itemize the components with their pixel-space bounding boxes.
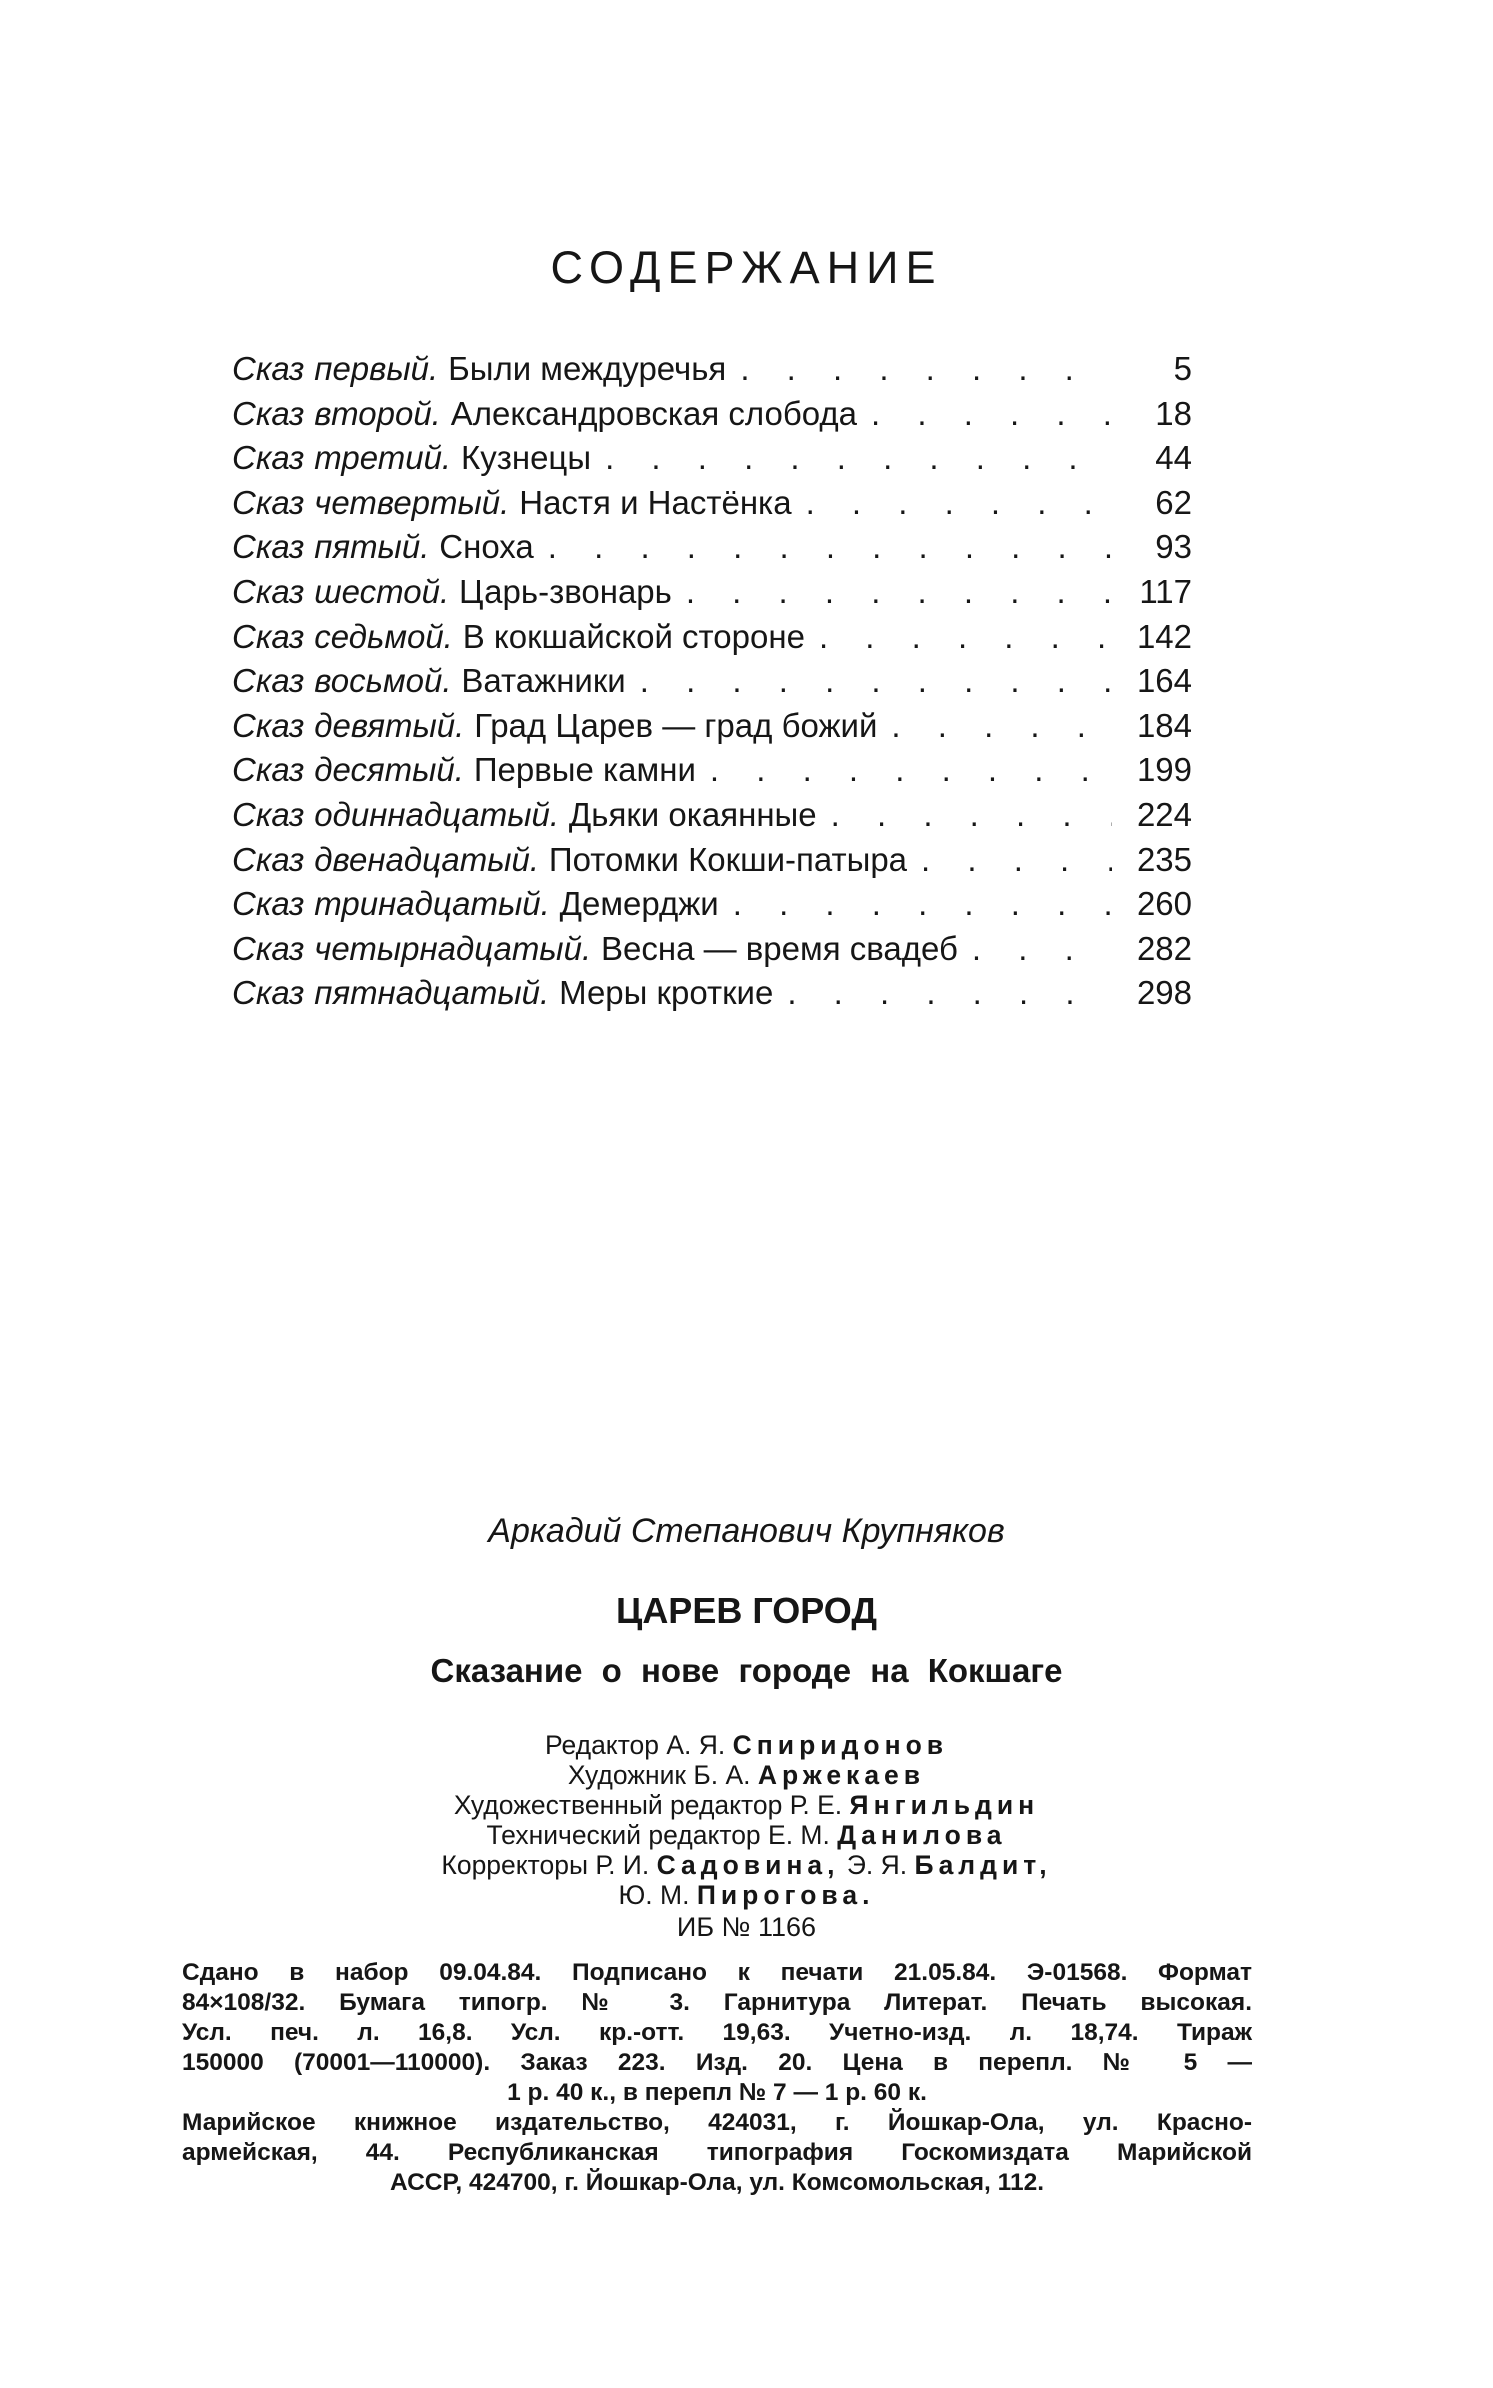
toc-ordinal: тринадцатый. bbox=[314, 885, 550, 923]
toc-leader bbox=[548, 528, 1112, 566]
credit-proofreaders-cont bbox=[0, 1880, 1493, 1910]
imprint-line: Усл. печ. л. 16,8. Усл. кр.-отт. 19,63. Учетно-изд. л. 18,74. Тираж bbox=[182, 2019, 1252, 2046]
toc-page: 62 bbox=[1155, 483, 1192, 521]
book-subtitle: Сказание о нове городе на Кокшаге bbox=[430, 1652, 1063, 1689]
toc-title: Весна — время свадеб bbox=[601, 929, 958, 967]
author-name: Аркадий Степанович Крупняков bbox=[488, 1512, 1005, 1550]
toc-entry bbox=[232, 395, 1192, 440]
toc-entry bbox=[232, 930, 1192, 975]
toc-title: Кузнецы bbox=[461, 439, 592, 477]
contents-title: СОДЕРЖАНИЕ bbox=[550, 242, 943, 293]
toc-ordinal: восьмой. bbox=[314, 662, 452, 700]
credit-initials: Ю. М. bbox=[618, 1880, 690, 1910]
toc-leader bbox=[710, 751, 1112, 789]
toc-title: Потомки Кокши-патыра bbox=[548, 840, 908, 878]
toc-entry bbox=[232, 885, 1192, 930]
toc-page: 117 bbox=[1139, 572, 1192, 610]
credit-tech-editor bbox=[0, 1820, 1493, 1850]
credit-role: Корректоры Р. И. bbox=[441, 1850, 650, 1880]
toc-page: 235 bbox=[1136, 840, 1192, 878]
credit-proofreaders bbox=[0, 1850, 1493, 1880]
book-title: ЦАРЕВ ГОРОД bbox=[616, 1590, 877, 1631]
ib-number: ИБ № 1166 bbox=[676, 1912, 817, 1942]
toc-title: Сноха bbox=[439, 528, 534, 566]
credits-block bbox=[0, 1730, 1493, 1910]
toc-label: Сказ bbox=[232, 394, 305, 432]
toc-ordinal: одиннадцатый. bbox=[314, 795, 560, 833]
toc-ordinal: первый. bbox=[314, 350, 439, 387]
toc-leader bbox=[787, 974, 1112, 1012]
toc-leader bbox=[819, 618, 1112, 656]
toc-title: Александровская слобода bbox=[450, 394, 858, 432]
toc-leader bbox=[740, 350, 1112, 388]
toc-entry bbox=[232, 751, 1192, 796]
toc-page: 184 bbox=[1136, 706, 1192, 744]
toc-page: 298 bbox=[1136, 974, 1192, 1012]
table-of-contents bbox=[232, 350, 1192, 1019]
toc-entry bbox=[232, 841, 1192, 886]
imprint-line: Сдано в набор 09.04.84. Подписано к печати 21.05.84. Э-01568. Формат bbox=[182, 1959, 1252, 1986]
toc-ordinal: третий. bbox=[314, 439, 452, 477]
toc-label: Сказ bbox=[232, 751, 305, 789]
toc-ordinal: пятый. bbox=[314, 528, 430, 566]
credit-role: Технический редактор Е. М. bbox=[486, 1820, 830, 1850]
imprint-line: 1 р. 40 к., в перепл № 7 — 1 р. 60 к. bbox=[507, 2079, 927, 2106]
imprint-block bbox=[182, 1958, 1252, 2198]
credit-editor bbox=[0, 1730, 1493, 1760]
toc-page: 282 bbox=[1136, 929, 1192, 967]
toc-entry bbox=[232, 796, 1192, 841]
toc-title: Царь-звонарь bbox=[459, 572, 672, 610]
imprint-line: 150000 (70001—110000). Заказ 223. Изд. 20. Цена в перепл. № 5 — bbox=[182, 2049, 1252, 2076]
toc-title: В кокшайской стороне bbox=[462, 617, 805, 655]
toc-leader bbox=[921, 841, 1112, 879]
toc-page: 142 bbox=[1136, 617, 1192, 655]
toc-page: 5 bbox=[1173, 350, 1192, 387]
toc-ordinal: шестой. bbox=[314, 572, 450, 610]
toc-entry bbox=[232, 618, 1192, 663]
toc-leader bbox=[972, 930, 1112, 968]
imprint-line: армейская, 44. Республиканская типография Госкомиздата Марийской bbox=[182, 2139, 1252, 2166]
toc-leader bbox=[733, 885, 1112, 923]
toc-ordinal: девятый. bbox=[314, 706, 465, 744]
toc-leader bbox=[806, 484, 1112, 522]
credit-person: Данилова bbox=[837, 1820, 1007, 1850]
toc-leader bbox=[640, 662, 1112, 700]
toc-label: Сказ bbox=[232, 483, 305, 521]
toc-entry bbox=[232, 528, 1192, 573]
toc-leader bbox=[891, 707, 1112, 745]
credit-role: Художественный редактор Р. Е. bbox=[453, 1790, 843, 1820]
toc-ordinal: четвертый. bbox=[314, 483, 510, 521]
credit-role: Редактор А. Я. bbox=[544, 1730, 726, 1760]
toc-label: Сказ bbox=[232, 840, 305, 878]
credit-person: Пирогова. bbox=[696, 1880, 875, 1910]
toc-entry bbox=[232, 707, 1192, 752]
toc-label: Сказ bbox=[232, 350, 305, 387]
toc-entry bbox=[232, 573, 1192, 618]
toc-title: Демерджи bbox=[559, 885, 719, 923]
toc-leader bbox=[871, 395, 1112, 433]
toc-title: Ватажники bbox=[461, 662, 626, 700]
toc-title: Меры кроткие bbox=[559, 974, 774, 1012]
toc-label: Сказ bbox=[232, 572, 305, 610]
credit-person: Янгильдин bbox=[849, 1790, 1040, 1820]
toc-title: Град Царев — град божий bbox=[474, 706, 878, 744]
toc-ordinal: десятый. bbox=[314, 751, 464, 789]
toc-leader bbox=[831, 796, 1112, 834]
toc-label: Сказ bbox=[232, 795, 305, 833]
toc-label: Сказ bbox=[232, 929, 305, 967]
toc-ordinal: четырнадцатый. bbox=[314, 929, 592, 967]
toc-label: Сказ bbox=[232, 974, 305, 1012]
credit-person: Садовина, bbox=[656, 1850, 840, 1880]
toc-title: Были междуречья bbox=[448, 350, 727, 387]
toc-label: Сказ bbox=[232, 706, 305, 744]
toc-page: 93 bbox=[1155, 528, 1192, 566]
credit-person: Балдит, bbox=[914, 1850, 1052, 1880]
credit-initials: Э. Я. bbox=[846, 1850, 908, 1880]
credit-art-editor bbox=[0, 1790, 1493, 1820]
toc-label: Сказ bbox=[232, 439, 305, 477]
toc-page: 44 bbox=[1155, 439, 1192, 477]
toc-label: Сказ bbox=[232, 528, 305, 566]
toc-leader bbox=[686, 573, 1112, 611]
toc-title: Первые камни bbox=[473, 751, 696, 789]
imprint-line: АССР, 424700, г. Йошкар-Ола, ул. Комсомольская, 112. bbox=[390, 2169, 1044, 2196]
toc-entry bbox=[232, 662, 1192, 707]
toc-ordinal: пятнадцатый. bbox=[314, 974, 550, 1012]
toc-page: 224 bbox=[1136, 795, 1192, 833]
toc-page: 260 bbox=[1136, 885, 1192, 923]
toc-ordinal: седьмой. bbox=[314, 617, 453, 655]
imprint-line: Марийское книжное издательство, 424031, г. Йошкар-Ола, ул. Красно- bbox=[182, 2109, 1252, 2136]
toc-entry bbox=[232, 974, 1192, 1019]
credit-person: Спиридонов bbox=[732, 1730, 949, 1760]
toc-entry bbox=[232, 350, 1192, 395]
toc-page: 18 bbox=[1155, 394, 1192, 432]
toc-page: 164 bbox=[1136, 662, 1192, 700]
toc-title: Настя и Настёнка bbox=[519, 483, 792, 521]
toc-label: Сказ bbox=[232, 617, 305, 655]
credit-person: Аржекаев bbox=[757, 1760, 926, 1790]
toc-ordinal: двенадцатый. bbox=[314, 840, 540, 878]
toc-entry bbox=[232, 484, 1192, 529]
toc-entry bbox=[232, 439, 1192, 484]
toc-label: Сказ bbox=[232, 885, 305, 923]
toc-page: 199 bbox=[1136, 751, 1192, 789]
toc-label: Сказ bbox=[232, 662, 305, 700]
credit-role: Художник Б. А. bbox=[567, 1760, 751, 1790]
toc-leader bbox=[605, 439, 1112, 477]
toc-ordinal: второй. bbox=[314, 394, 441, 432]
credit-artist bbox=[0, 1760, 1493, 1790]
toc-title: Дьяки окаянные bbox=[568, 795, 817, 833]
imprint-line: 84×108/32. Бумага типогр. № 3. Гарнитура Литерат. Печать высокая. bbox=[182, 1989, 1252, 2016]
